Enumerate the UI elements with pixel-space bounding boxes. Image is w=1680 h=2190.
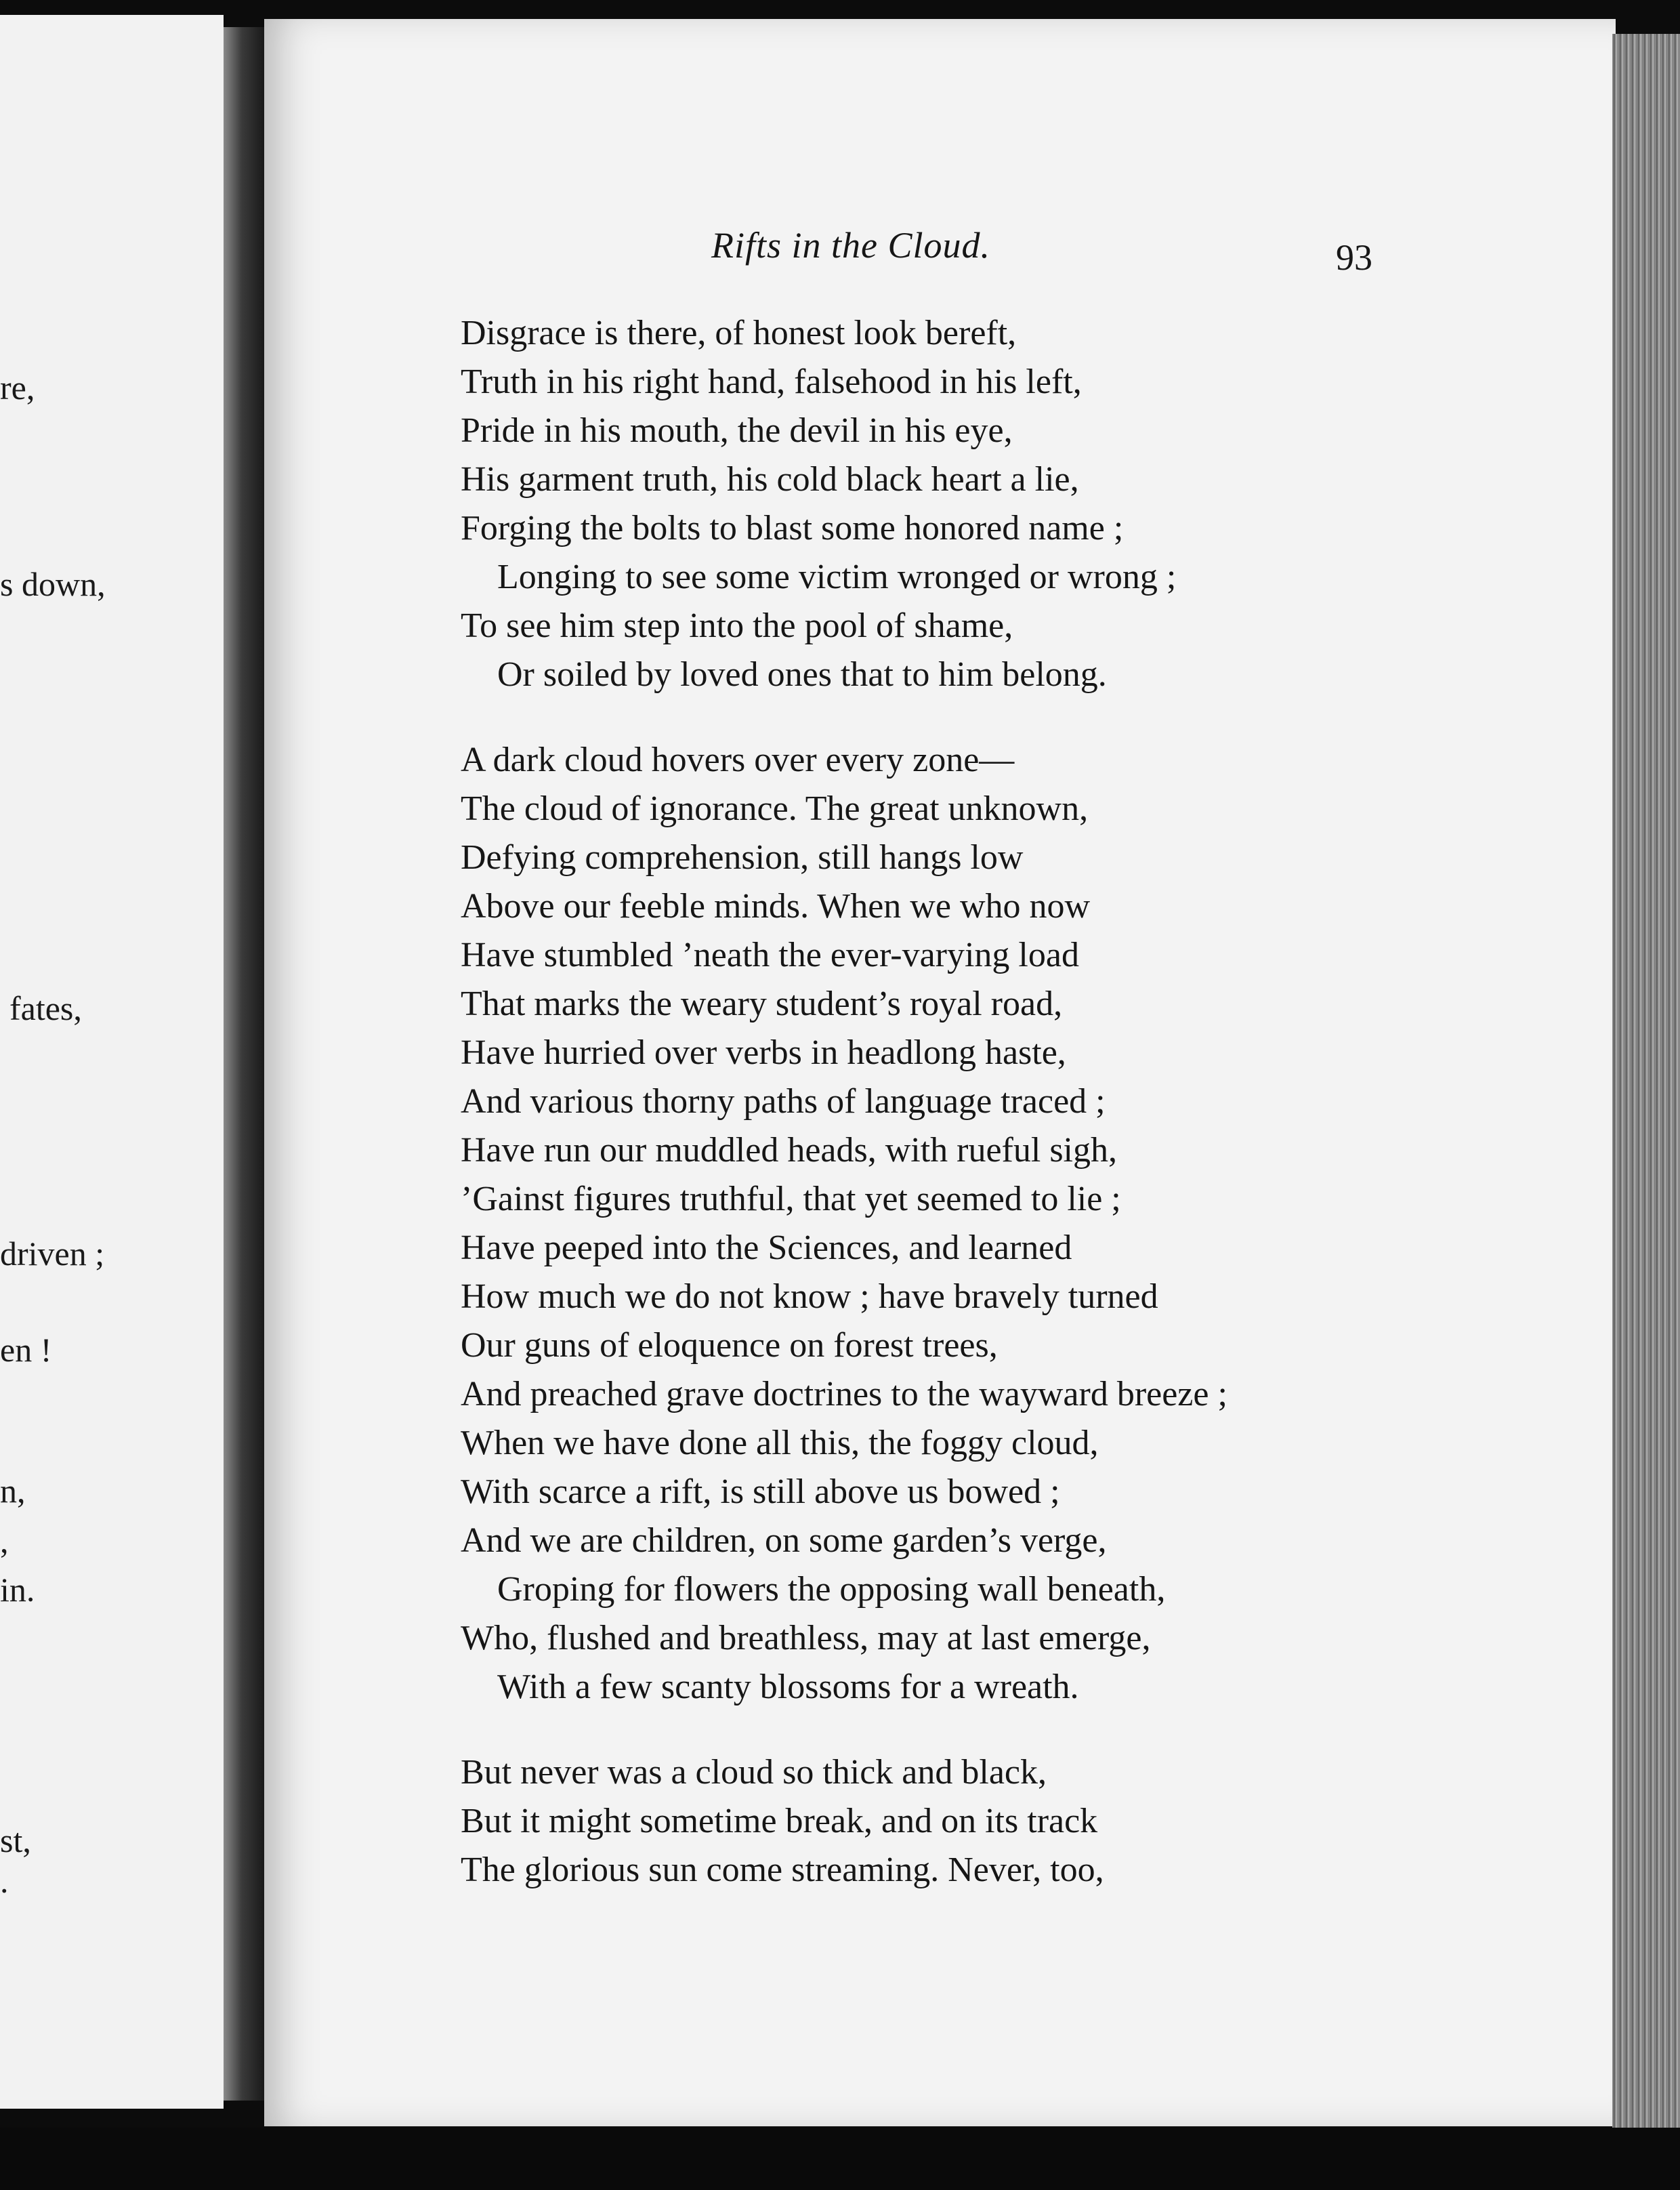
left-facing-page xyxy=(0,15,224,2109)
poem-line: And various thorny paths of language traced ; xyxy=(461,1082,1106,1121)
poem-line: The glorious sun come streaming. Never, too, xyxy=(461,1851,1104,1889)
poem-line: But never was a cloud so thick and black, xyxy=(461,1753,1047,1792)
left-page-fragment: . xyxy=(0,1862,9,1900)
poem-line: When we have done all this, the foggy cloud, xyxy=(461,1424,1099,1462)
poem-line: And we are children, on some garden’s verge, xyxy=(461,1521,1107,1560)
left-page-fragment: , xyxy=(0,1522,9,1560)
poem-line: Groping for flowers the opposing wall beneath, xyxy=(497,1570,1166,1609)
poem-line: His garment truth, his cold black heart a lie, xyxy=(461,460,1079,499)
poem-line: To see him step into the pool of shame, xyxy=(461,606,1013,645)
page-edges xyxy=(1612,34,1680,2148)
left-page-fragment: st, xyxy=(0,1821,31,1859)
running-head: Rifts in the Cloud. xyxy=(711,225,991,266)
poem-line: The cloud of ignorance. The great unknown, xyxy=(461,789,1089,828)
poem-line: Forging the bolts to blast some honored name ; xyxy=(461,509,1124,548)
left-page-fragment: re, xyxy=(0,369,35,407)
poem-line: Defying comprehension, still hangs low xyxy=(461,838,1024,877)
poem-line: A dark cloud hovers over every zone— xyxy=(461,741,1015,779)
poem-line: That marks the weary student’s royal road, xyxy=(461,985,1063,1023)
poem-line: And preached grave doctrines to the wayward breeze ; xyxy=(461,1375,1227,1413)
poem-line: Have stumbled ’neath the ever-varying load xyxy=(461,936,1079,974)
poem-line: Have run our muddled heads, with rueful sigh, xyxy=(461,1131,1118,1170)
poem-line: Disgrace is there, of honest look bereft, xyxy=(461,314,1017,352)
book-gutter xyxy=(224,27,264,2101)
poem-line: Truth in his right hand, falsehood in his left, xyxy=(461,363,1082,401)
scan-bottom-border xyxy=(0,2128,1680,2190)
poem-text xyxy=(461,309,1409,1895)
poem-line: ’Gainst figures truthful, that yet seemed to lie ; xyxy=(461,1180,1121,1218)
poem-line: With a few scanty blossoms for a wreath. xyxy=(497,1668,1079,1706)
poem-line: Above our feeble minds. When we who now xyxy=(461,887,1091,926)
left-page-fragment: driven ; xyxy=(0,1235,105,1273)
left-page-fragment: in. xyxy=(0,1571,35,1609)
poem-line: How much we do not know ; have bravely turned xyxy=(461,1277,1158,1316)
poem-line: Or soiled by loved ones that to him belong. xyxy=(497,655,1107,694)
stanza-gap xyxy=(461,1712,1409,1748)
stanza xyxy=(461,309,1409,699)
left-page-fragment: n, xyxy=(0,1472,26,1510)
stanza xyxy=(461,1748,1409,1895)
poem-line: Our guns of eloquence on forest trees, xyxy=(461,1326,998,1365)
page-number: 93 xyxy=(1336,237,1372,278)
stanza-gap xyxy=(461,699,1409,736)
stanza xyxy=(461,736,1409,1712)
poem-line: Have peeped into the Sciences, and learned xyxy=(461,1228,1072,1267)
poem-line: Have hurried over verbs in headlong haste, xyxy=(461,1033,1066,1072)
poem-line: Who, flushed and breathless, may at last emerge, xyxy=(461,1619,1151,1657)
left-page-fragment: en ! xyxy=(0,1331,52,1369)
left-page-fragment: fates, xyxy=(9,989,82,1027)
poem-line: With scarce a rift, is still above us bowed ; xyxy=(461,1472,1060,1511)
poem-line: Longing to see some victim wronged or wrong ; xyxy=(497,558,1177,596)
poem-line: But it might sometime break, and on its track xyxy=(461,1802,1098,1840)
left-page-fragment: s down, xyxy=(0,565,106,603)
poem-line: Pride in his mouth, the devil in his eye, xyxy=(461,411,1013,450)
